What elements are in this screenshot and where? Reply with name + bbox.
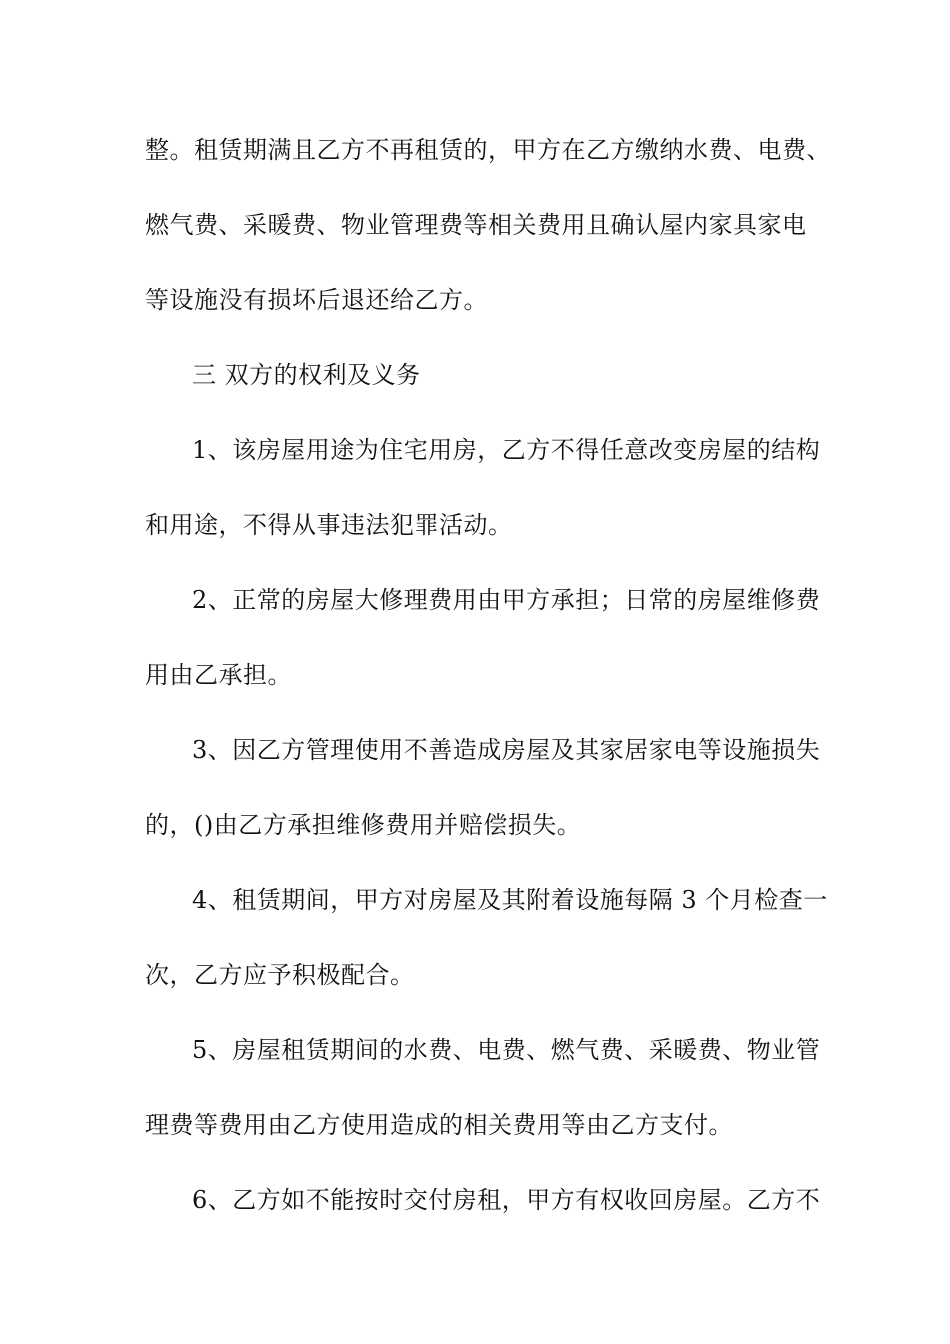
text-line: 用由乙承担。 xyxy=(145,661,292,689)
text-line: 1、该房屋用途为住宅用房，乙方不得任意改变房屋的结构 xyxy=(192,436,821,464)
text-line: 和用途，不得从事违法犯罪活动。 xyxy=(145,511,513,539)
text-line: 理费等费用由乙方使用造成的相关费用等由乙方支付。 xyxy=(145,1111,733,1139)
text-line: 的，()由乙方承担维修费用并赔偿损失。 xyxy=(145,811,582,839)
text-line: 整。租赁期满且乙方不再租赁的，甲方在乙方缴纳水费、电费、 xyxy=(145,136,831,164)
text-line: 6、乙方如不能按时交付房租，甲方有权收回房屋。乙方不 xyxy=(192,1186,821,1214)
text-line: 燃气费、采暖费、物业管理费等相关费用且确认屋内家具家电 xyxy=(145,211,807,239)
text-line: 次，乙方应予积极配合。 xyxy=(145,961,415,989)
text-line: 2、正常的房屋大修理费用由甲方承担；日常的房屋维修费 xyxy=(192,586,821,614)
text-line: 等设施没有损坏后退还给乙方。 xyxy=(145,286,488,314)
text-line: 5、房屋租赁期间的水费、电费、燃气费、采暖费、物业管 xyxy=(192,1036,821,1064)
text-line: 4、租赁期间，甲方对房屋及其附着设施每隔 3 个月检查一 xyxy=(192,886,828,914)
section-heading: 三 双方的权利及义务 xyxy=(192,361,421,389)
text-line: 3、因乙方管理使用不善造成房屋及其家居家电等设施损失 xyxy=(192,736,821,764)
